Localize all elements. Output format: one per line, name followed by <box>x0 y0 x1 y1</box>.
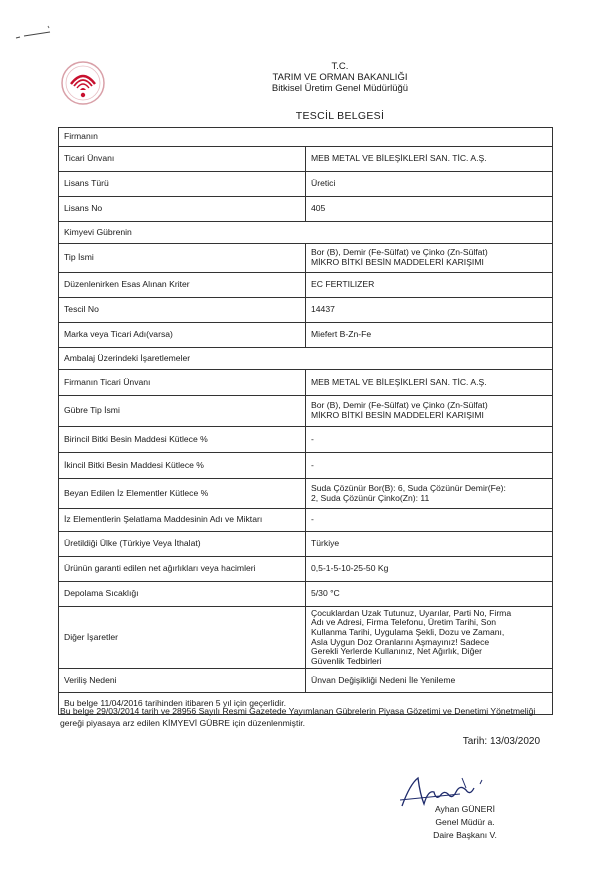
table-section-row <box>59 222 553 244</box>
field-label: Tescil No <box>59 298 306 323</box>
table-row <box>59 427 553 453</box>
field-value: - <box>306 509 553 532</box>
field-label: Firmanın Ticari Ünvanı <box>59 370 306 396</box>
field-label: Depolama Sıcaklığı <box>59 582 306 607</box>
field-value: Türkiye <box>306 532 553 557</box>
header-line-3: Bitkisel Üretim Genel Müdürlüğü <box>271 83 409 94</box>
field-label: Düzenlenirken Esas Alınan Kriter <box>59 273 306 298</box>
field-value: MEB METAL VE BİLEŞİKLERİ SAN. TİC. A.Ş. <box>306 370 553 396</box>
signatory-name: Ayhan GÜNERİ <box>434 804 496 814</box>
field-label: Beyan Edilen İz Elementler Kütlece % <box>59 479 306 509</box>
field-value: Üretici <box>306 172 553 197</box>
field-label: Ticari Ünvanı <box>59 147 306 172</box>
table-row <box>59 582 553 607</box>
field-label: Tip İsmi <box>59 244 306 273</box>
table-row <box>59 298 553 323</box>
field-label: İz Elementlerin Şelatlama Maddesinin Adı ve Miktarı <box>59 509 306 532</box>
field-value: Ünvan Değişikliği Nedeni İle Yenileme <box>306 669 553 693</box>
table-row <box>59 370 553 396</box>
table-row <box>59 147 553 172</box>
table-section-row <box>59 128 553 147</box>
field-value: 0,5-1-5-10-25-50 Kg <box>306 557 553 582</box>
validity-note: Bu belge 11/04/2016 tarihinden itibaren 5 yıl için geçerlidir. <box>59 693 553 715</box>
header-line-1: T.C. <box>331 61 349 72</box>
table-row <box>59 669 553 693</box>
field-value: EC FERTILIZER <box>306 273 553 298</box>
ministry-logo <box>60 60 106 106</box>
footnote: Bu belge 29/03/2014 tarih ve 28956 Sayılı Resmi Gazetede Yayımlanan Gübrelerin Piyasa Gözetimi ve Denetimi Yönetmeliği gereği piyasaya arz edilen KİMYEVİ GÜBRE için düzenlenmiştir. <box>60 706 536 728</box>
field-label: Lisans Türü <box>59 172 306 197</box>
field-label: Veriliş Nedeni <box>59 669 306 693</box>
field-value: - <box>306 453 553 479</box>
issue-date: Tarih: 13/03/2020 <box>462 736 540 747</box>
table-row <box>59 607 553 669</box>
table-row <box>59 479 553 509</box>
field-value: 5/30 °C <box>306 582 553 607</box>
field-label: Lisans No <box>59 197 306 222</box>
scan-mark <box>14 20 54 44</box>
field-label: İkincil Bitki Besin Maddesi Kütlece % <box>59 453 306 479</box>
field-label: Gübre Tip İsmi <box>59 396 306 427</box>
field-label: Birincil Bitki Besin Maddesi Kütlece % <box>59 427 306 453</box>
section-heading: Kimyevi Gübrenin <box>59 222 553 244</box>
field-value: 405 <box>306 197 553 222</box>
table-row <box>59 172 553 197</box>
signatory-title-2: Daire Başkanı V. <box>433 830 497 840</box>
table-row <box>59 273 553 298</box>
field-value: Miefert B-Zn-Fe <box>306 323 553 348</box>
table-row <box>59 509 553 532</box>
field-value: 14437 <box>306 298 553 323</box>
field-value: Çocuklardan Uzak Tutunuz, Uyarılar, Parti No, Firma Adı ve Adresi, Firma Telefonu, Üretim Tarihi, Son Kullanma Tarihi, Uygulama Şekli, Dozu ve Zamanı, Asla Uygun Doz Oranlarını Aşmayınız! Sadece Gerekli Yerlerde Kullanınız, Net Ağırlık, Diğer Güvenlik Tedbirleri <box>306 607 553 669</box>
registration-table <box>58 127 553 715</box>
table-row <box>59 197 553 222</box>
table-row <box>59 532 553 557</box>
field-value: Bor (B), Demir (Fe-Sülfat) ve Çinko (Zn-Sülfat) MİKRO BİTKİ BESİN MADDELERİ KARIŞIMI <box>306 396 553 427</box>
table-row <box>59 557 553 582</box>
section-heading: Ambalaj Üzerindeki İşaretlemeler <box>59 348 553 370</box>
field-label: Diğer İşaretler <box>59 607 306 669</box>
field-value: MEB METAL VE BİLEŞİKLERİ SAN. TİC. A.Ş. <box>306 147 553 172</box>
field-label: Ürünün garanti edilen net ağırlıkları veya hacimleri <box>59 557 306 582</box>
field-value: Suda Çözünür Bor(B): 6, Suda Çözünür Demir(Fe): 2, Suda Çözünür Çinko(Zn): 11 <box>306 479 553 509</box>
field-value: - <box>306 427 553 453</box>
document-title: TESCİL BELGESİ <box>295 110 385 122</box>
table-row <box>59 323 553 348</box>
signatory-title-1: Genel Müdür a. <box>435 817 495 827</box>
table-row <box>59 396 553 427</box>
field-value: Bor (B), Demir (Fe-Sülfat) ve Çinko (Zn-Sülfat) MİKRO BİTKİ BESİN MADDELERİ KARIŞIMI <box>306 244 553 273</box>
signatory-block <box>405 803 525 842</box>
section-heading: Firmanın <box>59 128 553 147</box>
field-label: Marka veya Ticari Adı(varsa) <box>59 323 306 348</box>
table-section-row <box>59 348 553 370</box>
table-row <box>59 453 553 479</box>
table-row <box>59 244 553 273</box>
header-line-2: TARIM VE ORMAN BAKANLIĞI <box>272 72 408 83</box>
field-label: Üretildiği Ülke (Türkiye Veya İthalat) <box>59 532 306 557</box>
